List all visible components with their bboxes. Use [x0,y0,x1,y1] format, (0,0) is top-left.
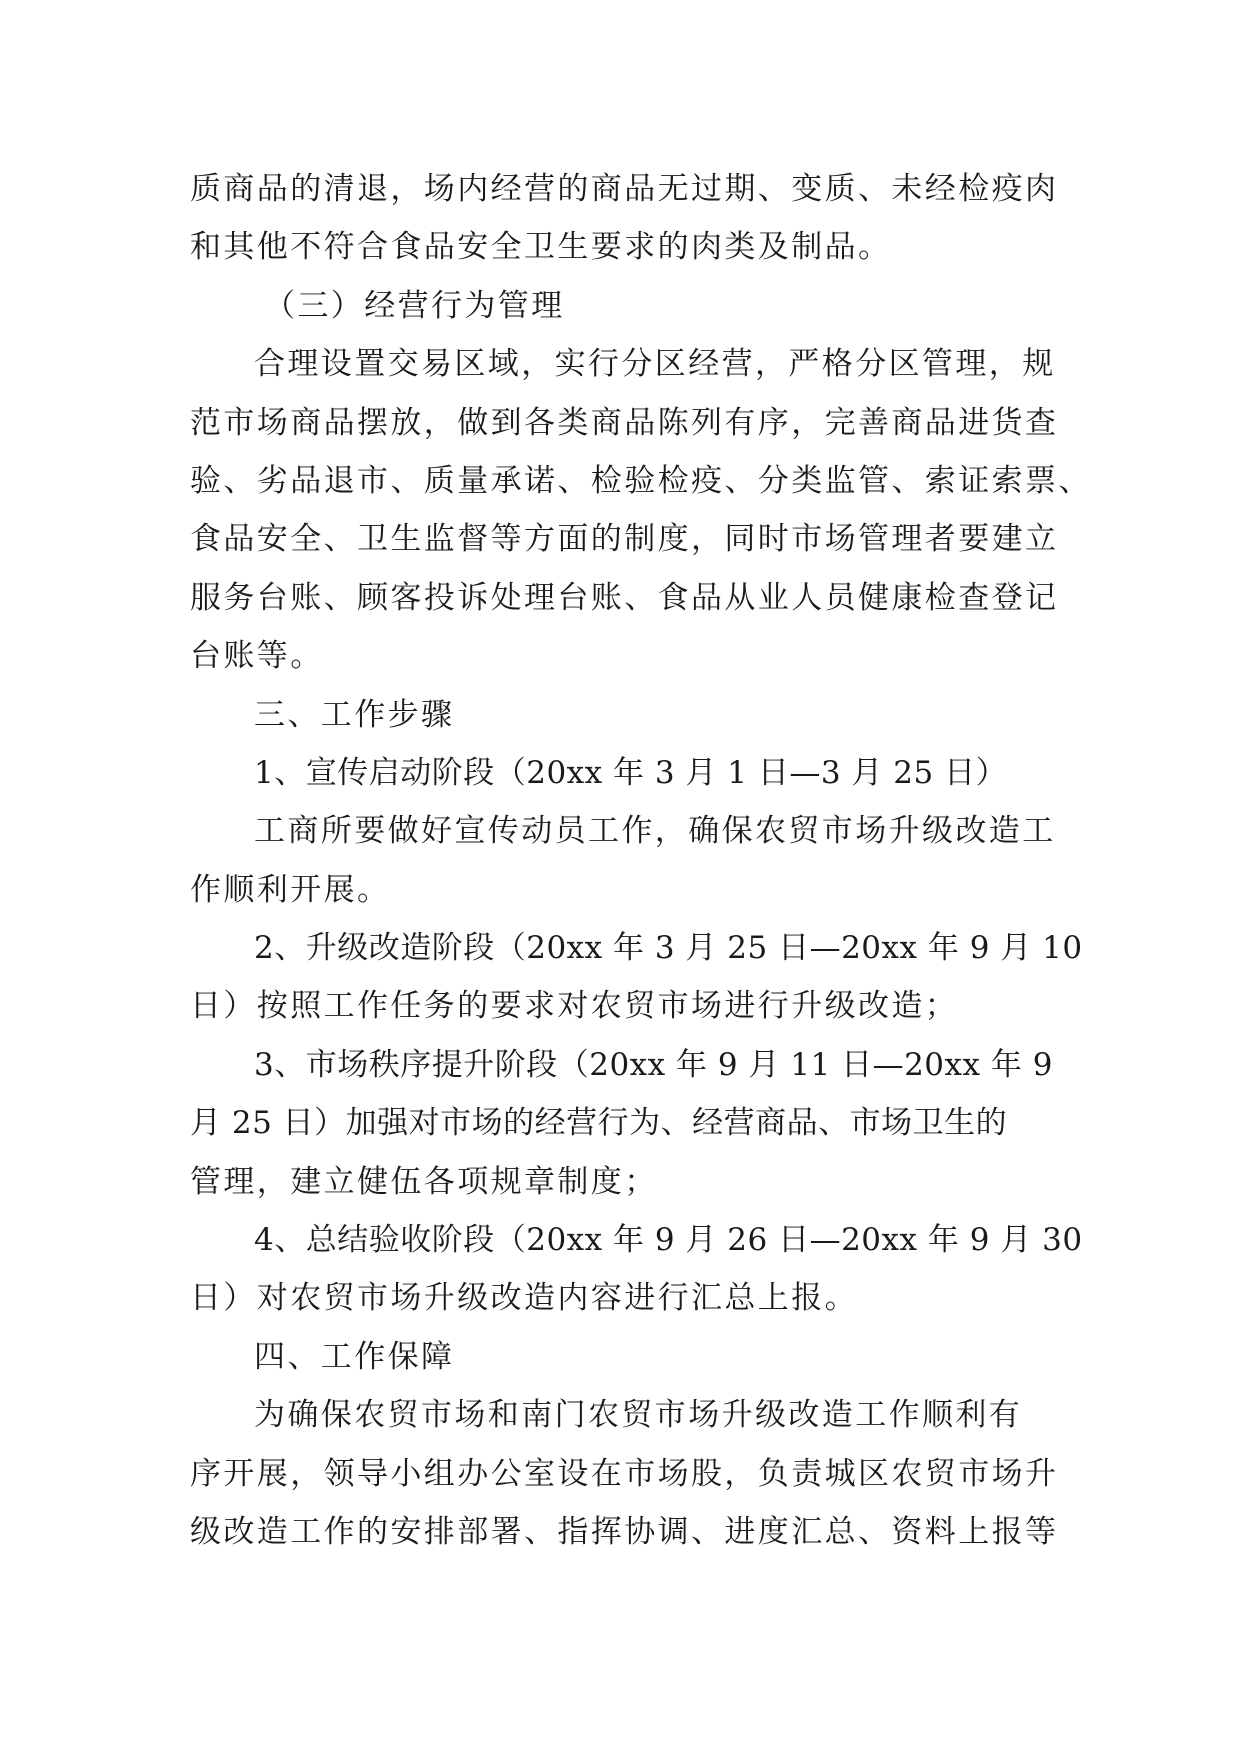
paragraph-line: 质商品的清退，场内经营的商品无过期、变质、未经检疫肉 [190,171,1059,207]
paragraph-line: 作顺利开展。 [190,871,391,908]
step-2-line: 2、升级改造阶段（20xx 年 3 月 25 日—20xx 年 9 月 10 [254,930,1083,967]
paragraph-line: 级改造工作的安排部署、指挥协调、进度汇总、资料上报等 [190,1513,1059,1550]
section-heading-work-guarantee: 四、工作保障 [254,1338,455,1375]
paragraph-line: 日）对农贸市场升级改造内容进行汇总上报。 [190,1280,858,1317]
paragraph-line: 管理，建立健伍各项规章制度； [190,1163,658,1200]
section-heading-work-steps: 三、工作步骤 [254,696,455,733]
paragraph-line: 和其他不符合食品安全卫生要求的肉类及制品。 [190,229,892,266]
paragraph-line: 食品安全、卫生监督等方面的制度，同时市场管理者要建立 [190,521,1059,558]
paragraph-line: 为确保农贸市场和南门农贸市场升级改造工作顺利有 [254,1397,1023,1434]
body-text [190,160,1092,1561]
paragraph-line: 日）按照工作任务的要求对农贸市场进行升级改造； [190,988,959,1025]
paragraph-line: 序开展，领导小组办公室设在市场股，负责城区农贸市场升 [190,1455,1059,1492]
paragraph-line: 服务台账、顾客投诉处理台账、食品从业人员健康检查登记 [190,579,1059,616]
paragraph-line: 台账等。 [190,638,324,675]
step-4-line: 4、总结验收阶段（20xx 年 9 月 26 日—20xx 年 9 月 30 [254,1222,1083,1259]
paragraph-line: 验、劣品退市、质量承诺、检验检疫、分类监管、索证索票、 [190,462,1092,499]
paragraph-line: 合理设置交易区域，实行分区经营，严格分区管理，规 [254,346,1056,383]
paragraph-line: 月 25 日）加强对市场的经营行为、经营商品、市场卫生的 [190,1105,1008,1142]
paragraph-line: 工商所要做好宣传动员工作，确保农贸市场升级改造工 [254,813,1056,850]
step-1-line: 1、宣传启动阶段（20xx 年 3 月 1 日—3 月 25 日） [254,754,1008,791]
paragraph-line: 范市场商品摆放，做到各类商品陈列有序，完善商品进货查 [190,404,1059,441]
step-3-line: 3、市场秩序提升阶段（20xx 年 9 月 11 日—20xx 年 9 [254,1046,1053,1083]
section-heading-business-conduct: （三）经营行为管理 [264,287,565,324]
